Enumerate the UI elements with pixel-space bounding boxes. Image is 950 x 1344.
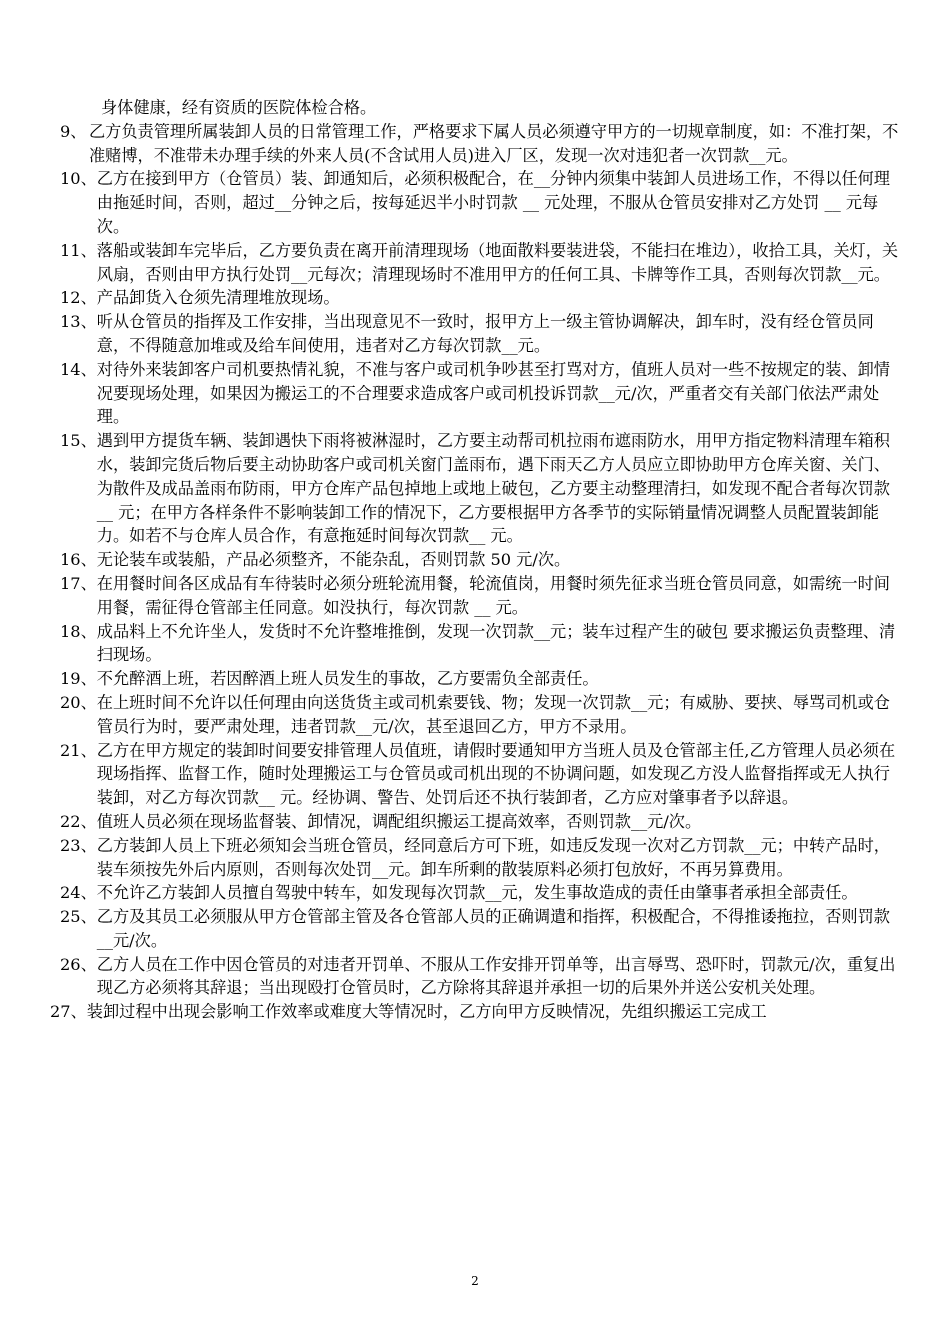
clause-number: 25、 [60,907,97,927]
clause-number: 23、 [60,835,97,855]
clause-number: 26、 [60,954,97,974]
clause-text: 对待外来装卸客户司机要热情礼貌，不准与客户或司机争吵甚至打骂对方，值班人员对一些不按规定的装、卸情况要现场处理，如果因为搬运工的不合理要求造成客户或司机投诉罚款__元/次，严重者交有关部门依法严肃处理。 [96,359,890,427]
clause-22 [50,810,900,834]
clause-text: 装卸过程中出现会影响工作效率或难度大等情况时，乙方向甲方反映情况，先组织搬运工完成工 [86,1002,767,1022]
clause-number: 18、 [60,621,97,641]
clause-text: 在用餐时间各区成品有车待装时必须分班轮流用餐，轮流值岗，用餐时须先征求当班仓管员同意，如需统一时间用餐，需征得仓管部主任同意。如没执行，每次罚款 __ 元。 [96,573,890,617]
clause-19 [50,667,900,691]
clause-21 [50,739,900,810]
clause-number: 11、 [60,240,97,260]
clause-16 [50,548,900,572]
clause-text: 不允醉酒上班，若因醉酒上班人员发生的事故，乙方要需负全部责任。 [96,669,599,689]
clause-text: 不允许乙方装卸人员擅自驾驶中转车，如发现每次罚款__元，发生事故造成的责任由肇事者承担全部责任。 [96,883,858,903]
clause-number: 12、 [60,288,97,308]
clause-number: 22、 [60,811,97,831]
page-number: 2 [471,1274,479,1288]
clause-number: 16、 [60,550,97,570]
clause-text: 遇到甲方提货车辆、装卸遇快下雨将被淋湿时，乙方要主动帮司机拉雨布遮雨防水，用甲方指定物料清理车箱积水，装卸完货后物后要主动协助客户或司机关窗门盖雨布，遇下雨天乙方人员应立即协助甲方仓库关窗、关门、为散件及成品盖雨布防雨，甲方仓库产品包掉地上或地上破包，乙方要主动整理清扫，如发现不配合者每次罚款 __ 元；在甲方各样条件不影响装卸工作的情况下，乙方要根据甲方各季节的实际销量情况调整人员配置装卸能力。如若不与仓库人员合作，有意拖延时间每次罚款__ 元。 [96,431,890,546]
clause-text: 乙方及其员工必须服从甲方仓管部主管及各仓管部人员的正确调遣和指挥，积极配合，不得推诿拖拉，否则罚款__元/次。 [96,907,890,950]
clause-text: 在上班时间不允许以任何理由向送货货主或司机索要钱、物；发现一次罚款__元；有威胁、要挟、辱骂司机或仓管员行为时，要严肃处理，违者罚款__元/次，甚至退回乙方，甲方不录用。 [96,692,890,736]
clause-number: 15、 [60,431,97,451]
clause-9 [50,120,900,168]
clause-25 [50,905,900,953]
clause-13 [50,310,900,358]
clause-17 [50,572,900,620]
clause-number: 27、 [50,1002,87,1022]
clause-text: 乙方人员在工作中因仓管员的对违者开罚单、不服从工作安排开罚单等，出言辱骂、恐吓时，罚款元/次，重复出现乙方必须将其辞退；当出现殴打仓管员时，乙方除将其辞退并承担一切的后果外并送公安机关处理。 [96,954,896,998]
clause-10 [50,167,900,238]
clause-number: 21、 [60,740,97,760]
continuation-text: 身体健康，经有资质的医院体检合格。 [101,98,377,117]
clause-27 [50,1000,900,1024]
clause-18 [50,620,900,668]
clause-text: 成品料上不允许坐人，发货时不允许整堆推倒，发现一次罚款__元；装车过程产生的破包 要求搬运负责整理、清扫现场。 [96,621,896,665]
clause-text: 值班人员必须在现场监督装、卸情况，调配组织搬运工提高效率，否则罚款__元/次。 [96,811,702,831]
clause-number: 10、 [60,169,97,189]
clause-number: 20、 [60,692,97,712]
clause-14 [50,358,900,429]
clause-number: 24、 [60,883,97,903]
clause-24 [50,881,900,905]
clause-number: 13、 [60,312,97,332]
document-body [50,96,900,1024]
clause-text: 乙方在接到甲方（仓管员）装、卸通知后，必须积极配合，在__分钟内须集中装卸人员进场工作，不得以任何理由拖延时间，否则，超过__分钟之后，按每延迟半小时罚款 __ 元处理，不服从仓管员安排对乙方处罚 __ 元每次。 [96,169,890,236]
clause-number: 9、 [60,121,87,141]
clause-text: 乙方在甲方规定的装卸时间要安排管理人员值班，请假时要通知甲方当班人员及仓管部主任,乙方管理人员必须在现场指挥、监督工作，随时处理搬运工与仓管员或司机出现的不协调问题，如发现乙方没人监督指挥或无人执行装卸，对乙方每次罚款__ 元。经协调、警告、处罚后还不执行装卸者，乙方应对肇事者予以辞退。 [96,740,896,808]
clause-12 [50,286,900,310]
clause-text: 无论装车或装船，产品必须整齐，不能杂乱，否则罚款 50 元/次。 [96,550,571,570]
clause-text: 产品卸货入仓须先清理堆放现场。 [96,288,340,308]
clause-number: 19、 [60,669,97,689]
clause-23 [50,834,900,882]
clause-number: 14、 [60,359,97,379]
clause-11 [50,239,900,287]
clause-20 [50,691,900,739]
clause-15 [50,429,900,548]
clause-number: 17、 [60,573,97,593]
clause-text: 听从仓管员的指挥及工作安排，当出现意见不一致时，报甲方上一级主管协调解决，卸车时，没有经仓管员同意，不得随意加堆或及给车间使用，违者对乙方每次罚款__元。 [96,312,874,355]
clause-26 [50,953,900,1001]
clause-text: 乙方负责管理所属装卸人员的日常管理工作，严格要求下属人员必须遵守甲方的一切规章制度，如：不准打架，不准赌博，不准带未办理手续的外来人员(不含试用人员)进入厂区，发现一次对违犯者一次罚款__元。 [89,121,899,165]
clause-text: 乙方装卸人员上下班必须知会当班仓管员，经同意后方可下班，如违反发现一次对乙方罚款__元；中转产品时，装车须按先外后内原则，否则每次处罚__元。卸车所剩的散装原料必须打包放好，不再另算费用。 [96,835,890,879]
clause-text: 落船或装卸车完毕后，乙方要负责在离开前清理现场（地面散料要装进袋，不能扫在堆边），收拾工具，关灯，关风扇，否则由甲方执行处罚__元每次；清理现场时不准用甲方的任何工具、卡牌等作工具，否则每次罚款__元。 [96,240,899,284]
